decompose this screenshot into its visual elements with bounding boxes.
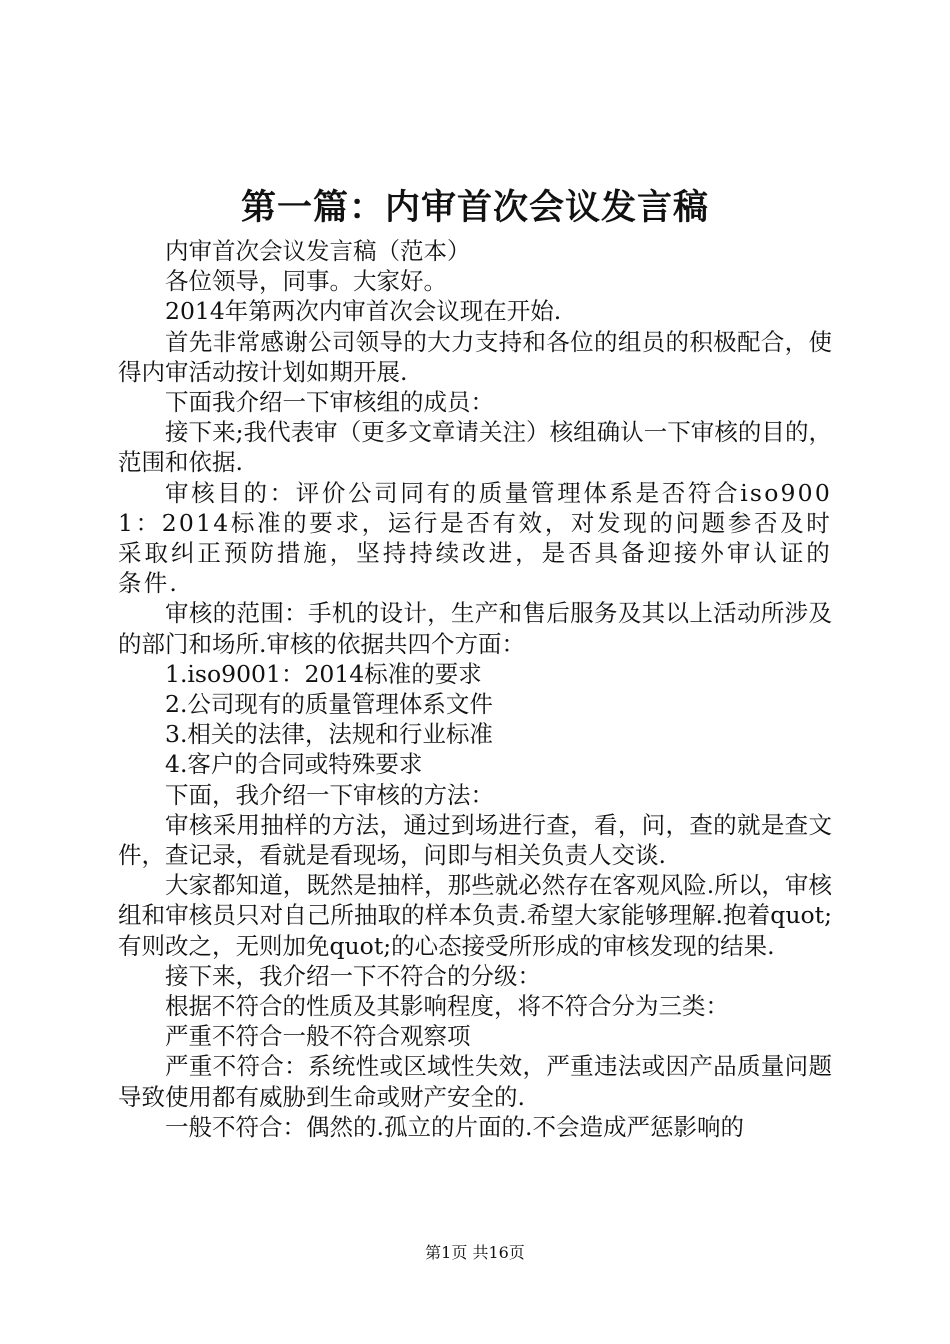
paragraph: 2014年第两次内审首次会议现在开始. bbox=[165, 297, 562, 326]
paragraph: 严重不符合一般不符合观察项 bbox=[165, 1022, 471, 1051]
list-item: 1.iso9001：2014标准的要求 bbox=[165, 659, 482, 688]
paragraph: 审核目的：评价公司同有的质量管理体系是否符合iso9001：2014标准的要求，运行是否有效，对发现的问题参否及时采取纠正预防措施，坚持持续改进，是否具备迎接外审认证的条件. bbox=[118, 478, 832, 598]
paragraph: 根据不符合的性质及其影响程度，将不符合分为三类： bbox=[165, 992, 729, 1021]
page-title: 第一篇：内审首次会议发言稿 bbox=[240, 187, 709, 228]
document-body bbox=[118, 236, 832, 1142]
paragraph: 审核的范围：手机的设计，生产和售后服务及其以上活动所涉及的部门和场所.审核的依据共四个方面： bbox=[118, 599, 832, 658]
list-item: 4.客户的合同或特殊要求 bbox=[165, 750, 423, 779]
paragraph: 接下来，我介绍一下不符合的分级： bbox=[165, 961, 541, 990]
paragraph: 接下来;我代表审（更多文章请关注）核组确认一下审核的目的，范围和依据. bbox=[118, 418, 832, 477]
paragraph: 下面我介绍一下审核组的成员： bbox=[165, 388, 494, 417]
paragraph: 一般不符合：偶然的.孤立的片面的.不会造成严惩影响的 bbox=[165, 1112, 744, 1141]
paragraph: 各位领导，同事。大家好。 bbox=[165, 267, 447, 296]
paragraph: 严重不符合：系统性或区域性失效，严重违法或因产品质量问题导致使用都有威胁到生命或财产安全的. bbox=[118, 1052, 832, 1111]
list-item: 2.公司现有的质量管理体系文件 bbox=[165, 690, 493, 719]
paragraph: 首先非常感谢公司领导的大力支持和各位的组员的积极配合，使得内审活动按计划如期开展. bbox=[118, 327, 832, 386]
paragraph: 大家都知道，既然是抽样，那些就必然存在客观风险.所以，审核组和审核员只对自己所抽取的样本负责.希望大家能够理解.抱着quot;有则改之，无则加免quot;的心态接受所形成的审核发现的结果. bbox=[118, 871, 832, 960]
paragraph: 下面，我介绍一下审核的方法： bbox=[165, 780, 494, 809]
page-number: 第1页 共16页 bbox=[425, 1243, 525, 1262]
paragraph: 审核采用抽样的方法，通过到场进行查，看，问，查的就是查文件，查记录，看就是看现场，问即与相关负责人交谈. bbox=[118, 810, 832, 870]
list-item: 3.相关的法律，法规和行业标准 bbox=[165, 720, 493, 749]
paragraph: 内审首次会议发言稿（范本） bbox=[165, 237, 471, 265]
